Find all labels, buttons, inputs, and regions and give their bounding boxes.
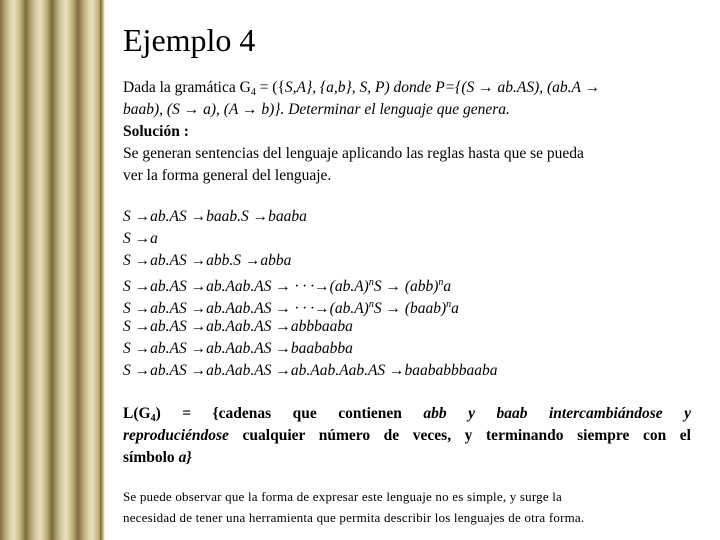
sidebar-divider <box>100 0 105 540</box>
derivation-1: S →ab.AS →baab.S →baaba <box>123 208 307 225</box>
exponent: n <box>368 299 374 310</box>
conclusion-emphasis: abb y baab intercambiándose y <box>423 405 691 422</box>
derivation-text: S →ab.AS →ab.Aab.AS → · · ·→(ab.A) <box>123 300 369 317</box>
note-line-2: necesidad de tener una herramienta que permita describir los lenguajes de otra forma. <box>123 510 585 525</box>
grammar-subscript: 4 <box>250 87 256 98</box>
intro-line-2: baab), (S → a), (A → b)}. Determinar el lenguaje que genera. <box>123 101 510 118</box>
note-line-1: Se puede observar que la forma de expresar este lenguaje no es simple, y surge la <box>123 489 563 504</box>
derivation-text: a <box>443 278 452 295</box>
derivation-text: S →ab.AS →ab.Aab.AS → · · ·→(ab.A) <box>123 278 369 295</box>
grammar-definition: S,A}, {a,b}, S, P) donde P={(S → ab.AS), (ab.A → <box>284 79 601 96</box>
derivation-text: S → (baab) <box>373 300 447 317</box>
conclusion-emphasis: a} <box>178 449 192 466</box>
conclusion-line-3 <box>123 447 192 469</box>
intro-line-4: Se generan sentencias del lenguaje aplicando las reglas hasta que se pueda <box>123 145 584 162</box>
conclusion-line-2 <box>123 425 691 447</box>
intro-line-5: ver la forma general del lenguaje. <box>123 167 332 184</box>
conclusion-text: cualquier número de veces, y terminando siempre con el <box>228 427 691 444</box>
decorative-gold-sidebar <box>0 0 104 540</box>
derivation-text: S → (abb) <box>373 278 439 295</box>
conclusion-text: ) = {cadenas que contienen <box>155 405 424 422</box>
conclusion-text: símbolo <box>123 449 179 466</box>
solution-heading: Solución : <box>123 123 189 140</box>
conclusion-emphasis: reproduciéndose <box>123 427 229 444</box>
derivation-text: a <box>451 300 459 317</box>
derivation-6: S →ab.AS →ab.Aab.AS →abbbaaba <box>123 318 353 335</box>
exponent: n <box>438 277 444 288</box>
exponent: n <box>446 299 452 310</box>
exponent: n <box>368 277 374 288</box>
derivation-8: S →ab.AS →ab.Aab.AS →ab.Aab.Aab.AS →baababbbaaba <box>123 362 498 379</box>
intro-text: Dada la gramática G <box>123 79 251 96</box>
grammar-subscript: 4 <box>150 413 156 424</box>
intro-text: = ({ <box>255 79 285 96</box>
derivation-3: S →ab.AS →abb.S →abba <box>123 252 292 269</box>
conclusion-text: L(G <box>123 405 151 422</box>
slide-title: Ejemplo 4 <box>123 22 256 58</box>
derivation-2: S →a <box>123 230 158 247</box>
derivation-7: S →ab.AS →ab.Aab.AS →baababba <box>123 340 353 357</box>
